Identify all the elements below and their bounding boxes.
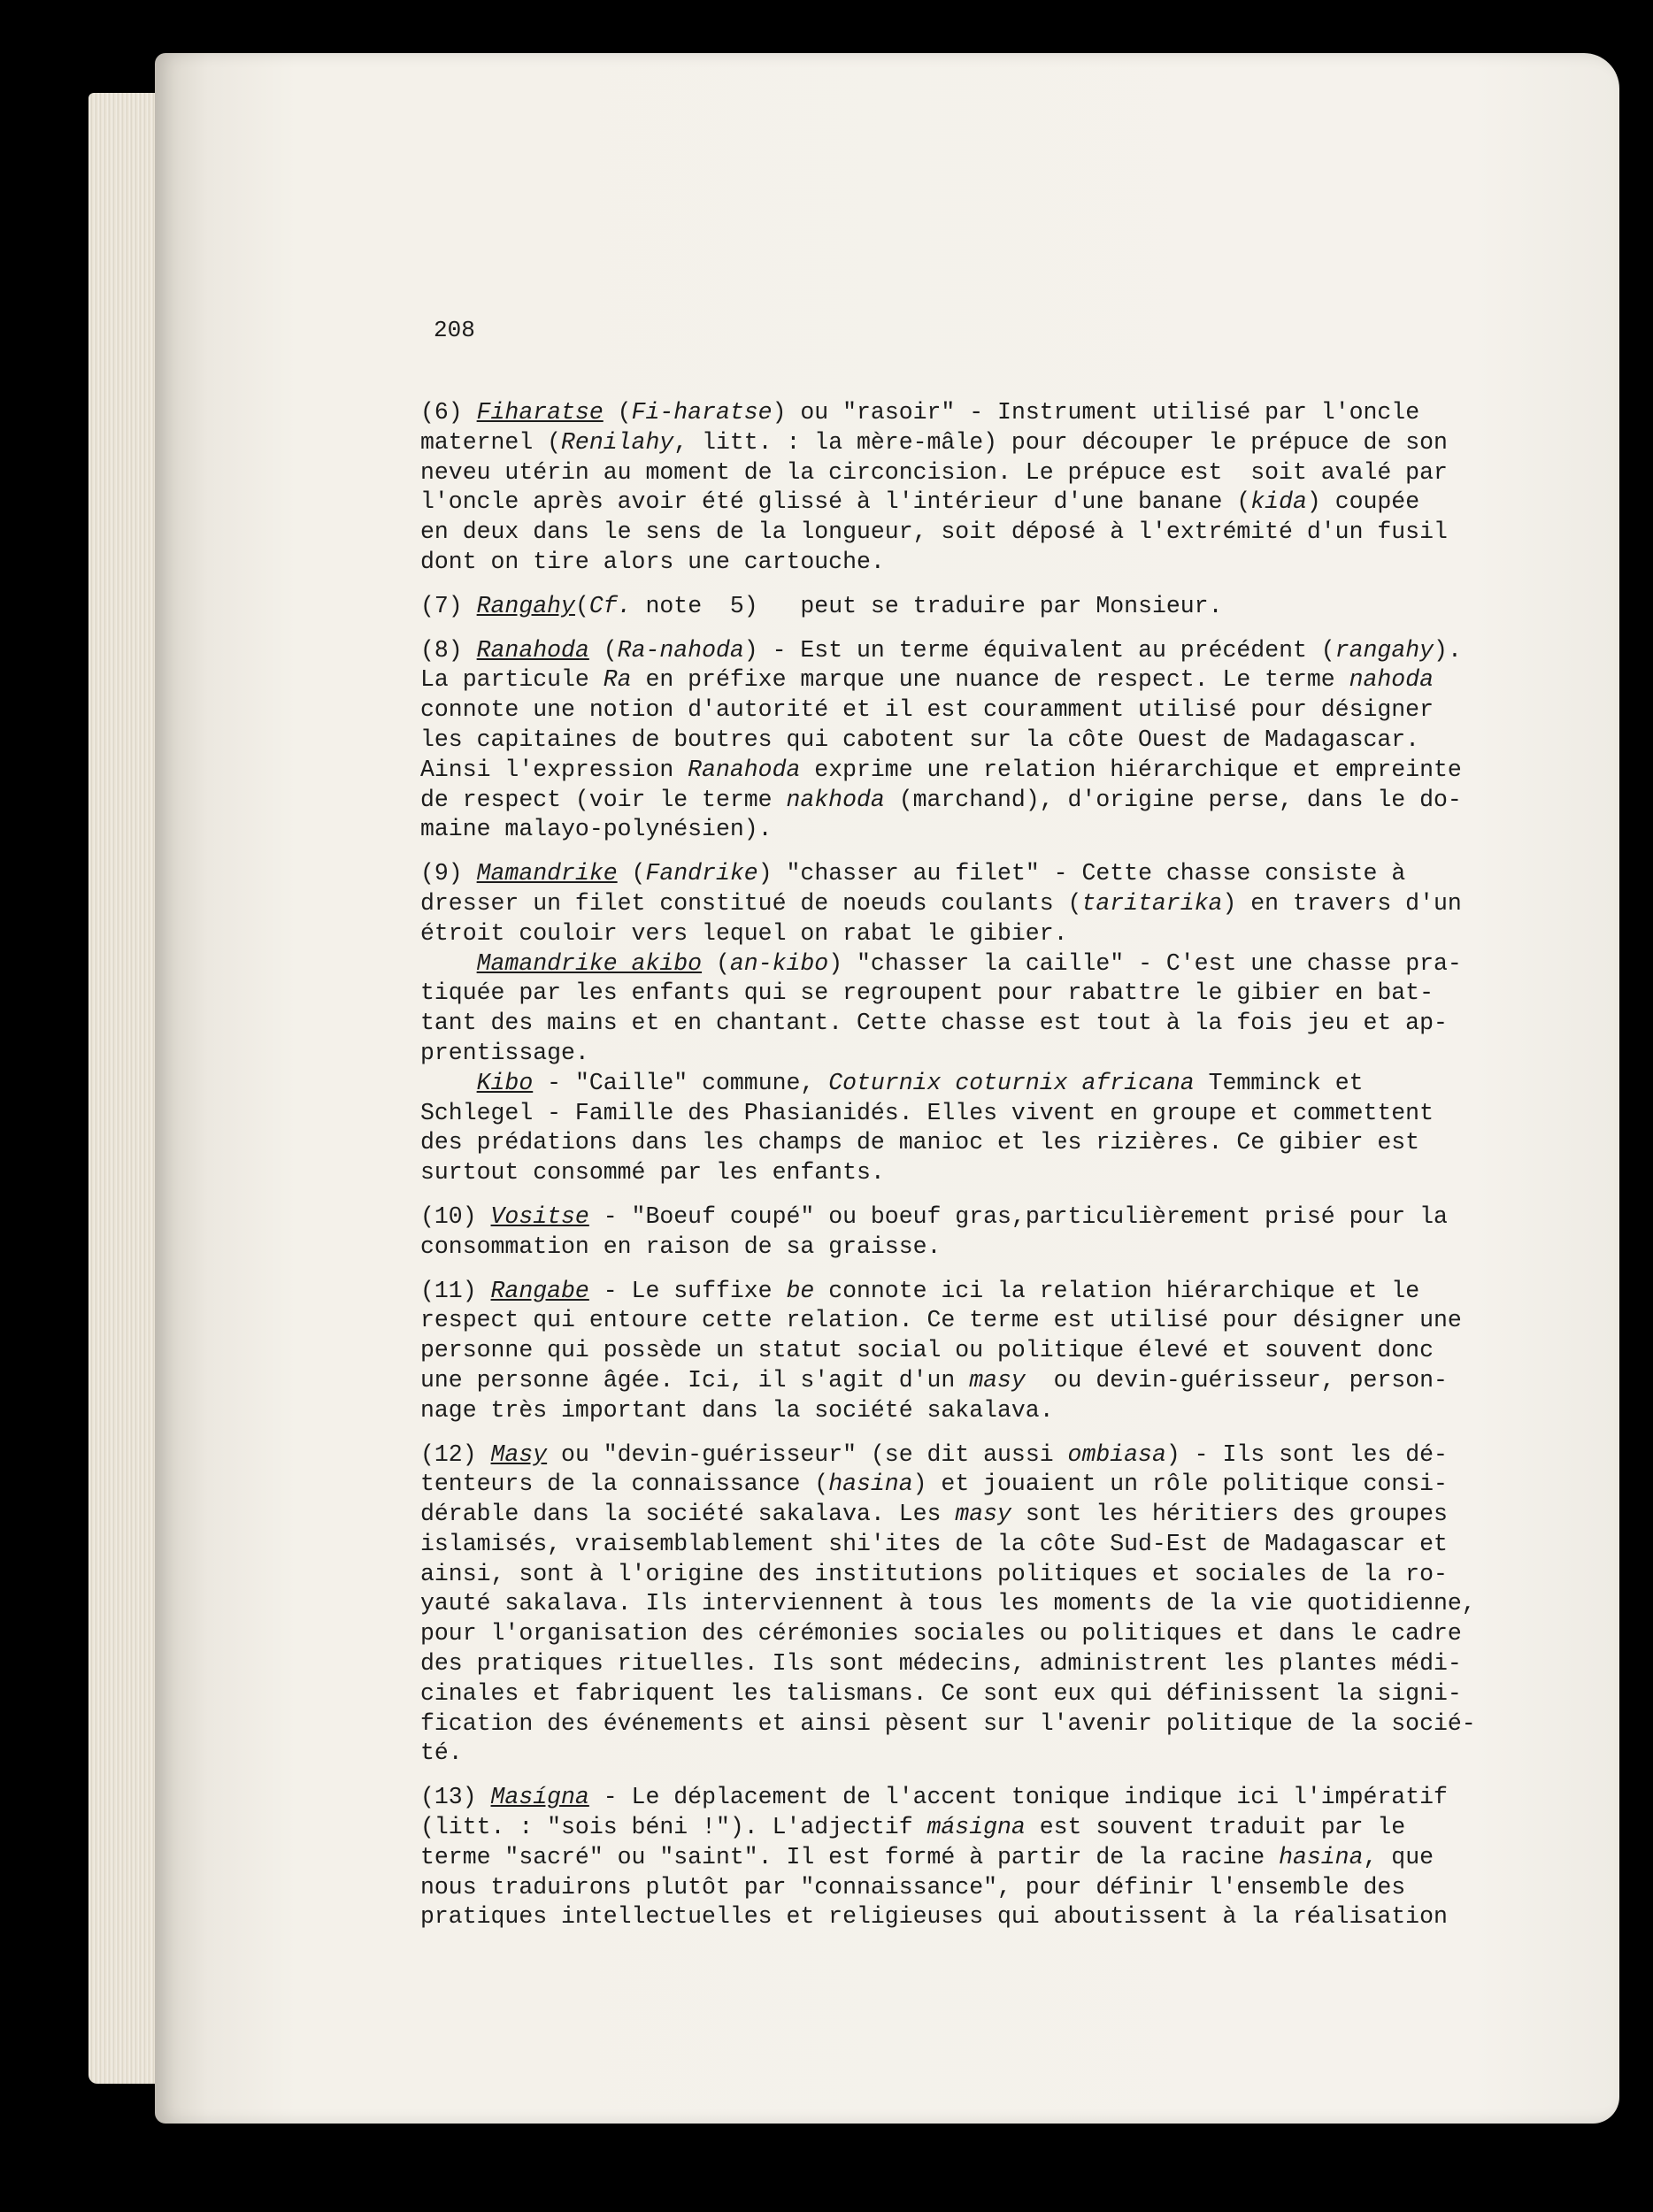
note-line [420,636,1482,666]
text-segment: yauté sakalava. Ils interviennent à tous les moments de la vie quotidienne, [420,1590,1476,1617]
note-line [420,1366,1482,1396]
note-line [420,548,1482,578]
text-segment: ainsi, sont à l'origine des institutions politiques et sociales de la ro- [420,1560,1448,1587]
note-line [420,1679,1482,1709]
text-segment: ) en travers d'un [1222,889,1462,917]
note-line [420,859,1482,889]
note-line [420,756,1482,786]
note-line [420,1783,1482,1813]
text-segment: ) "chasser la caille" - C'est une chasse pra- [828,949,1462,977]
text-segment: ) - Est un terme équivalent au précédent ( [743,636,1335,664]
text-segment: tenteurs de la connaissance ( [420,1471,829,1498]
note-line [420,1202,1482,1233]
note-line [420,1233,1482,1263]
text-segment: est souvent traduit par le [1025,1814,1406,1841]
note-line [420,488,1482,518]
note-line [420,1902,1482,1932]
text-segment: dont on tire alors une cartouche. [420,548,885,575]
italic-text: nakhoda [786,786,885,813]
italic-text: an-kibo [729,949,829,977]
note-line [420,726,1482,756]
glossary-term: Rangabe [490,1277,589,1304]
text-segment: exprime une relation hiérarchique et empreinte [800,756,1462,783]
note-line [420,1470,1482,1500]
italic-text: ombiasa [1067,1440,1166,1468]
text-segment: ( [617,860,646,887]
text-segment: islamisés, vraisemblablement shi'ites de la côte Sud-Est de Madagascar et [420,1530,1448,1557]
note-line [420,1873,1482,1903]
italic-text: Renilahy [561,428,674,456]
note-line [420,949,1482,979]
italic-text: Ra-nahoda [617,636,744,664]
italic-text: nahoda [1349,666,1434,694]
italic-text: hasina [1279,1843,1364,1870]
text-segment: de respect (voir le terme [420,786,787,813]
text-segment: ) et jouaient un rôle politique consi- [912,1471,1448,1498]
italic-text: Cf. [588,592,632,619]
text-segment: (marchand), d'origine perse, dans le do- [884,786,1462,813]
glossary-term: Masy [490,1440,548,1468]
text-segment: pour l'organisation des cérémonies sociales ou politiques et dans le cadre [420,1620,1462,1647]
page-number: 208 [434,317,475,343]
note-line [420,1649,1482,1679]
note-line [420,1619,1482,1649]
text-segment: les capitaines de boutres qui cabotent sur la côte Ouest de Madagascar. [420,726,1420,753]
note-line [420,815,1482,845]
text-segment: en préfixe marque une nuance de respect. Le terme [631,666,1349,694]
note-line [420,1560,1482,1590]
note-8 [420,636,1482,846]
notes-block [420,398,1482,1947]
text-segment: (6) [420,399,477,426]
note-13 [420,1783,1482,1932]
note-6 [420,398,1482,578]
glossary-term: Rangahy [476,592,575,619]
text-segment: ( [588,636,618,664]
text-segment: maternel ( [420,428,562,456]
note-line [420,919,1482,949]
text-segment [420,1070,477,1096]
text-segment: , litt. : la mère-mâle) pour découper le prépuce de son [673,428,1448,456]
text-segment: (8) [420,636,477,664]
note-11 [420,1277,1482,1426]
italic-text: be [786,1277,815,1304]
text-segment: consommation en raison de sa graisse. [420,1233,942,1260]
text-segment: une personne âgée. Ici, il s'agit d'un [420,1366,970,1394]
note-line [420,1843,1482,1873]
note-line [420,1069,1482,1099]
text-segment: ( [702,949,730,977]
text-segment: personne qui possède un statut social ou politique élevé et souvent donc [420,1337,1434,1364]
text-segment: connote ici la relation hiérarchique et le [814,1277,1420,1304]
text-segment: respect qui entoure cette relation. Ce terme est utilisé pour désigner une [420,1307,1462,1334]
text-segment: sont les héritiers des groupes [1011,1501,1448,1528]
note-line [420,1277,1482,1307]
text-segment: étroit couloir vers lequel on rabat le gibier. [420,919,1068,947]
text-segment: ) ou "rasoir" - Instrument utilisé par l'oncle [772,399,1420,426]
text-segment: note 5) peut se traduire par Monsieur. [631,592,1223,619]
text-segment: Schlegel - Famille des Phasianidés. Elles vivent en groupe et commettent [420,1099,1434,1126]
note-7 [420,592,1482,622]
text-segment: des pratiques rituelles. Ils sont médecins, administrent les plantes médi- [420,1650,1462,1678]
text-segment: l'oncle après avoir été glissé à l'intérieur d'une banane ( [420,488,1251,516]
text-segment: pratiques intellectuelles et religieuses qui aboutissent à la réalisation [420,1903,1448,1931]
text-segment: dresser un filet constitué de noeuds coulants ( [420,889,1082,917]
note-line [420,1128,1482,1158]
note-line [420,889,1482,919]
text-segment: des prédations dans les champs de manioc et les rizières. Ce gibier est [420,1129,1420,1156]
note-line [420,458,1482,488]
note-line [420,1530,1482,1560]
text-segment: - Le déplacement de l'accent tonique indique ici l'impératif [588,1784,1448,1811]
italic-text: kida [1250,488,1307,516]
italic-text: hasina [828,1471,913,1498]
text-segment: (10) [420,1202,491,1230]
italic-text: Coturnix coturnix africana [828,1069,1195,1096]
text-segment: nage très important dans la société sakalava. [420,1396,1054,1424]
text-segment: terme "sacré" ou "saint". Il est formé à partir de la racine [420,1843,1280,1870]
text-segment: - Le suffixe [588,1277,787,1304]
text-segment: , que [1363,1843,1434,1870]
italic-text: taritarika [1081,889,1223,917]
note-12 [420,1440,1482,1770]
note-line [420,1396,1482,1426]
text-segment: La particule [420,666,604,694]
text-segment [420,950,477,977]
text-segment: (litt. : "sois béni !"). L'adjectif [420,1814,927,1841]
glossary-term: Mamandrike akibo [476,949,703,977]
text-segment: ) - Ils sont les dé- [1165,1440,1448,1468]
note-line [420,518,1482,548]
text-segment: (13) [420,1784,491,1811]
italic-text: masy [969,1366,1026,1394]
note-line [420,1589,1482,1619]
text-segment: (12) [420,1440,491,1468]
note-line [420,1336,1482,1366]
glossary-term: Masígna [490,1784,589,1811]
text-segment: ). [1434,636,1462,664]
text-segment: surtout consommé par les enfants. [420,1159,885,1187]
glossary-term: Mamandrike [476,860,618,887]
note-line [420,1739,1482,1769]
text-segment: nous traduirons plutôt par "connaissance", pour définir l'ensemble des [420,1873,1406,1901]
text-segment: ou "devin-guérisseur" (se dit aussi [547,1440,1068,1468]
italic-text: Ra [603,666,632,694]
text-segment: ( [574,592,589,619]
note-line [420,428,1482,458]
text-segment: Ainsi l'expression [420,756,688,783]
note-line [420,786,1482,816]
note-line [420,1440,1482,1471]
text-segment: (11) [420,1277,491,1304]
note-line [420,1306,1482,1336]
note-line [420,1099,1482,1129]
text-segment: té. [420,1740,463,1767]
note-line [420,592,1482,622]
italic-text: Fandrike [645,860,758,887]
italic-text: rangahy [1334,636,1434,664]
text-segment: (9) [420,860,477,887]
note-line [420,1009,1482,1039]
italic-text: másigna [926,1814,1026,1841]
glossary-term: Ranahoda [476,636,589,664]
note-line [420,695,1482,726]
text-segment: ou devin-guérisseur, person- [1025,1366,1448,1394]
text-segment: - "Boeuf coupé" ou boeuf gras,particulièrement prisé pour la [588,1202,1448,1230]
note-line [420,1039,1482,1069]
glossary-term: Kibo [476,1069,534,1096]
text-segment: dérable dans la société sakalava. Les [420,1501,956,1528]
text-segment: ) coupée [1306,488,1420,516]
text-segment: fication des événements et ainsi pèsent sur l'avenir politique de la socié- [420,1709,1476,1737]
text-segment: prentissage. [420,1039,589,1066]
text-segment: tant des mains et en chantant. Cette chasse est tout à la fois jeu et ap- [420,1010,1448,1037]
note-line [420,1158,1482,1188]
note-10 [420,1202,1482,1263]
note-line [420,1813,1482,1843]
italic-text: masy [955,1501,1011,1528]
text-segment: ) "chasser au filet" - Cette chasse consiste à [757,860,1406,887]
text-segment: connote une notion d'autorité et il est couramment utilisé pour désigner [420,696,1434,724]
text-segment: ( [603,399,632,426]
italic-text: Fi-haratse [631,399,773,426]
text-segment: en deux dans le sens de la longueur, soit déposé à l'extrémité d'un fusil [420,518,1448,546]
text-segment: maine malayo-polynésien). [420,816,773,843]
glossary-term: Fiharatse [476,399,604,426]
text-segment: cinales et fabriquent les talismans. Ce sont eux qui définissent la signi- [420,1679,1462,1707]
text-segment: neveu utérin au moment de la circoncision. Le prépuce est soit avalé par [420,458,1448,486]
text-segment: - "Caille" commune, [533,1069,829,1096]
note-line [420,665,1482,695]
note-line [420,398,1482,428]
text-segment: tiquée par les enfants qui se regroupent pour rabattre le gibier en bat- [420,979,1434,1007]
note-9 [420,859,1482,1188]
text-segment: Temminck et [1194,1069,1364,1096]
text-segment: (7) [420,592,477,619]
note-line [420,1500,1482,1530]
glossary-term: Vositse [490,1202,589,1230]
note-line [420,1709,1482,1740]
note-line [420,979,1482,1009]
italic-text: Ranahoda [688,756,801,783]
